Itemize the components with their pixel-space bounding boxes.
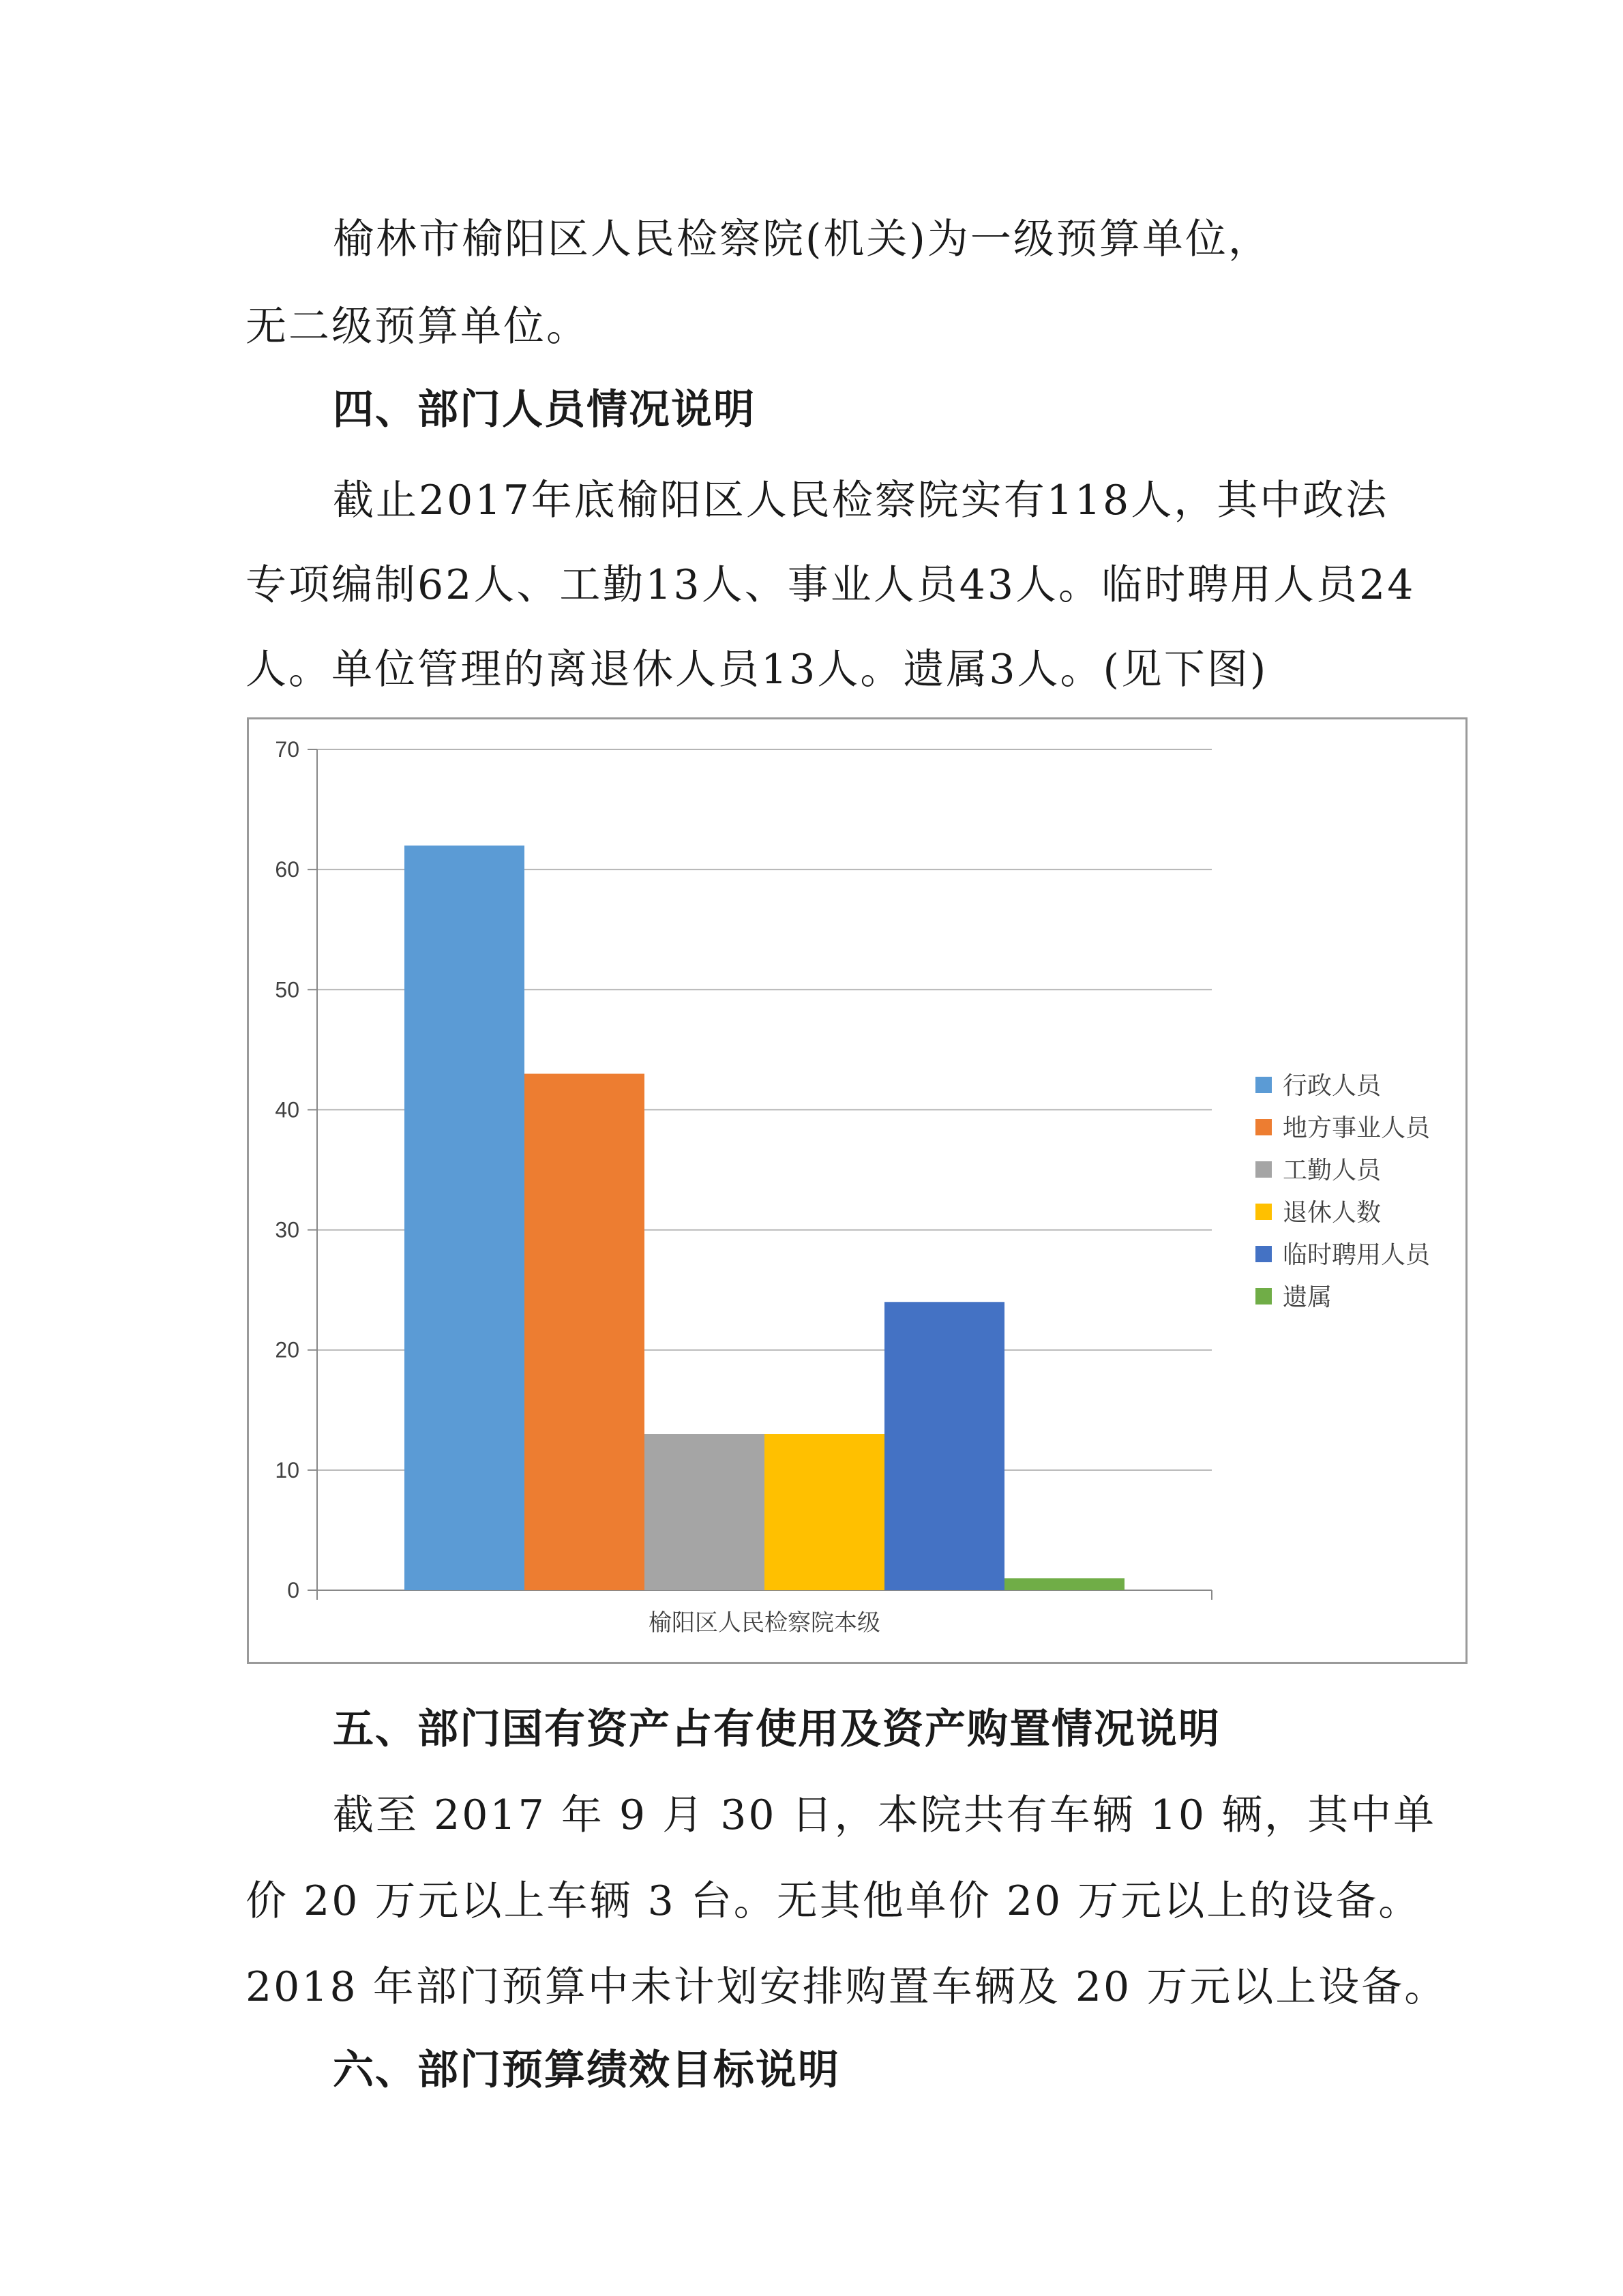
y-tick-label: 40 <box>275 1097 299 1122</box>
bar-6 <box>1004 1578 1125 1590</box>
paragraph-line: 无二级预算单位。 <box>245 303 589 351</box>
y-tick-label: 0 <box>287 1578 299 1602</box>
legend-swatch <box>1255 1161 1272 1178</box>
bar-4 <box>764 1434 884 1590</box>
y-tick-label: 60 <box>275 857 299 882</box>
legend-swatch <box>1255 1246 1272 1262</box>
y-tick-label: 10 <box>275 1457 299 1482</box>
x-category-label: 榆阳区人民检察院本级 <box>649 1610 880 1636</box>
bar-1 <box>404 846 524 1590</box>
legend-label: 临时聘用人员 <box>1283 1240 1431 1268</box>
section-heading-6: 六、部门预算绩效目标说明 <box>333 2046 840 2094</box>
y-tick-label: 30 <box>275 1217 299 1242</box>
paragraph-line: 截至 2017 年 9 月 30 日，本院共有车辆 10 辆，其中单 <box>333 1791 1437 1839</box>
section-heading-5: 五、部门国有资产占有使用及资产购置情况说明 <box>333 1705 1221 1753</box>
legend-label: 地方事业人员 <box>1283 1114 1431 1142</box>
bar-5 <box>884 1302 1004 1590</box>
paragraph-line: 专项编制62人、工勤13人、事业人员43人。临时聘用人员24 <box>245 561 1416 609</box>
paragraph-line: 2018 年部门预算中未计划安排购置车辆及 20 万元以上设备。 <box>245 1963 1448 2011</box>
paragraph-line: 榆林市榆阳区人民检察院(机关)为一级预算单位， <box>333 215 1271 263</box>
legend-swatch <box>1255 1204 1272 1220</box>
section-heading-4: 四、部门人员情况说明 <box>333 386 756 434</box>
bar-3 <box>644 1434 764 1590</box>
legend-swatch <box>1255 1119 1272 1135</box>
y-tick-label: 70 <box>275 737 299 762</box>
legend-label: 退休人数 <box>1283 1198 1382 1226</box>
legend-swatch <box>1255 1077 1272 1093</box>
paragraph-line: 人。单位管理的离退休人员13人。遗属3人。(见下图) <box>245 646 1268 694</box>
paragraph-line: 截止2017年底榆阳区人民检察院实有118人，其中政法 <box>333 477 1389 524</box>
y-tick-label: 20 <box>275 1337 299 1362</box>
chart-canvas <box>249 719 1465 1662</box>
legend-label: 遗属 <box>1283 1283 1332 1311</box>
staff-bar-chart <box>247 717 1468 1664</box>
legend-swatch <box>1255 1288 1272 1304</box>
legend-label: 工勤人员 <box>1283 1156 1382 1184</box>
bar-2 <box>524 1074 644 1590</box>
y-tick-label: 50 <box>275 977 299 1002</box>
legend-label: 行政人员 <box>1283 1071 1382 1099</box>
paragraph-line: 价 20 万元以上车辆 3 台。无其他单价 20 万元以上的设备。 <box>245 1877 1422 1925</box>
